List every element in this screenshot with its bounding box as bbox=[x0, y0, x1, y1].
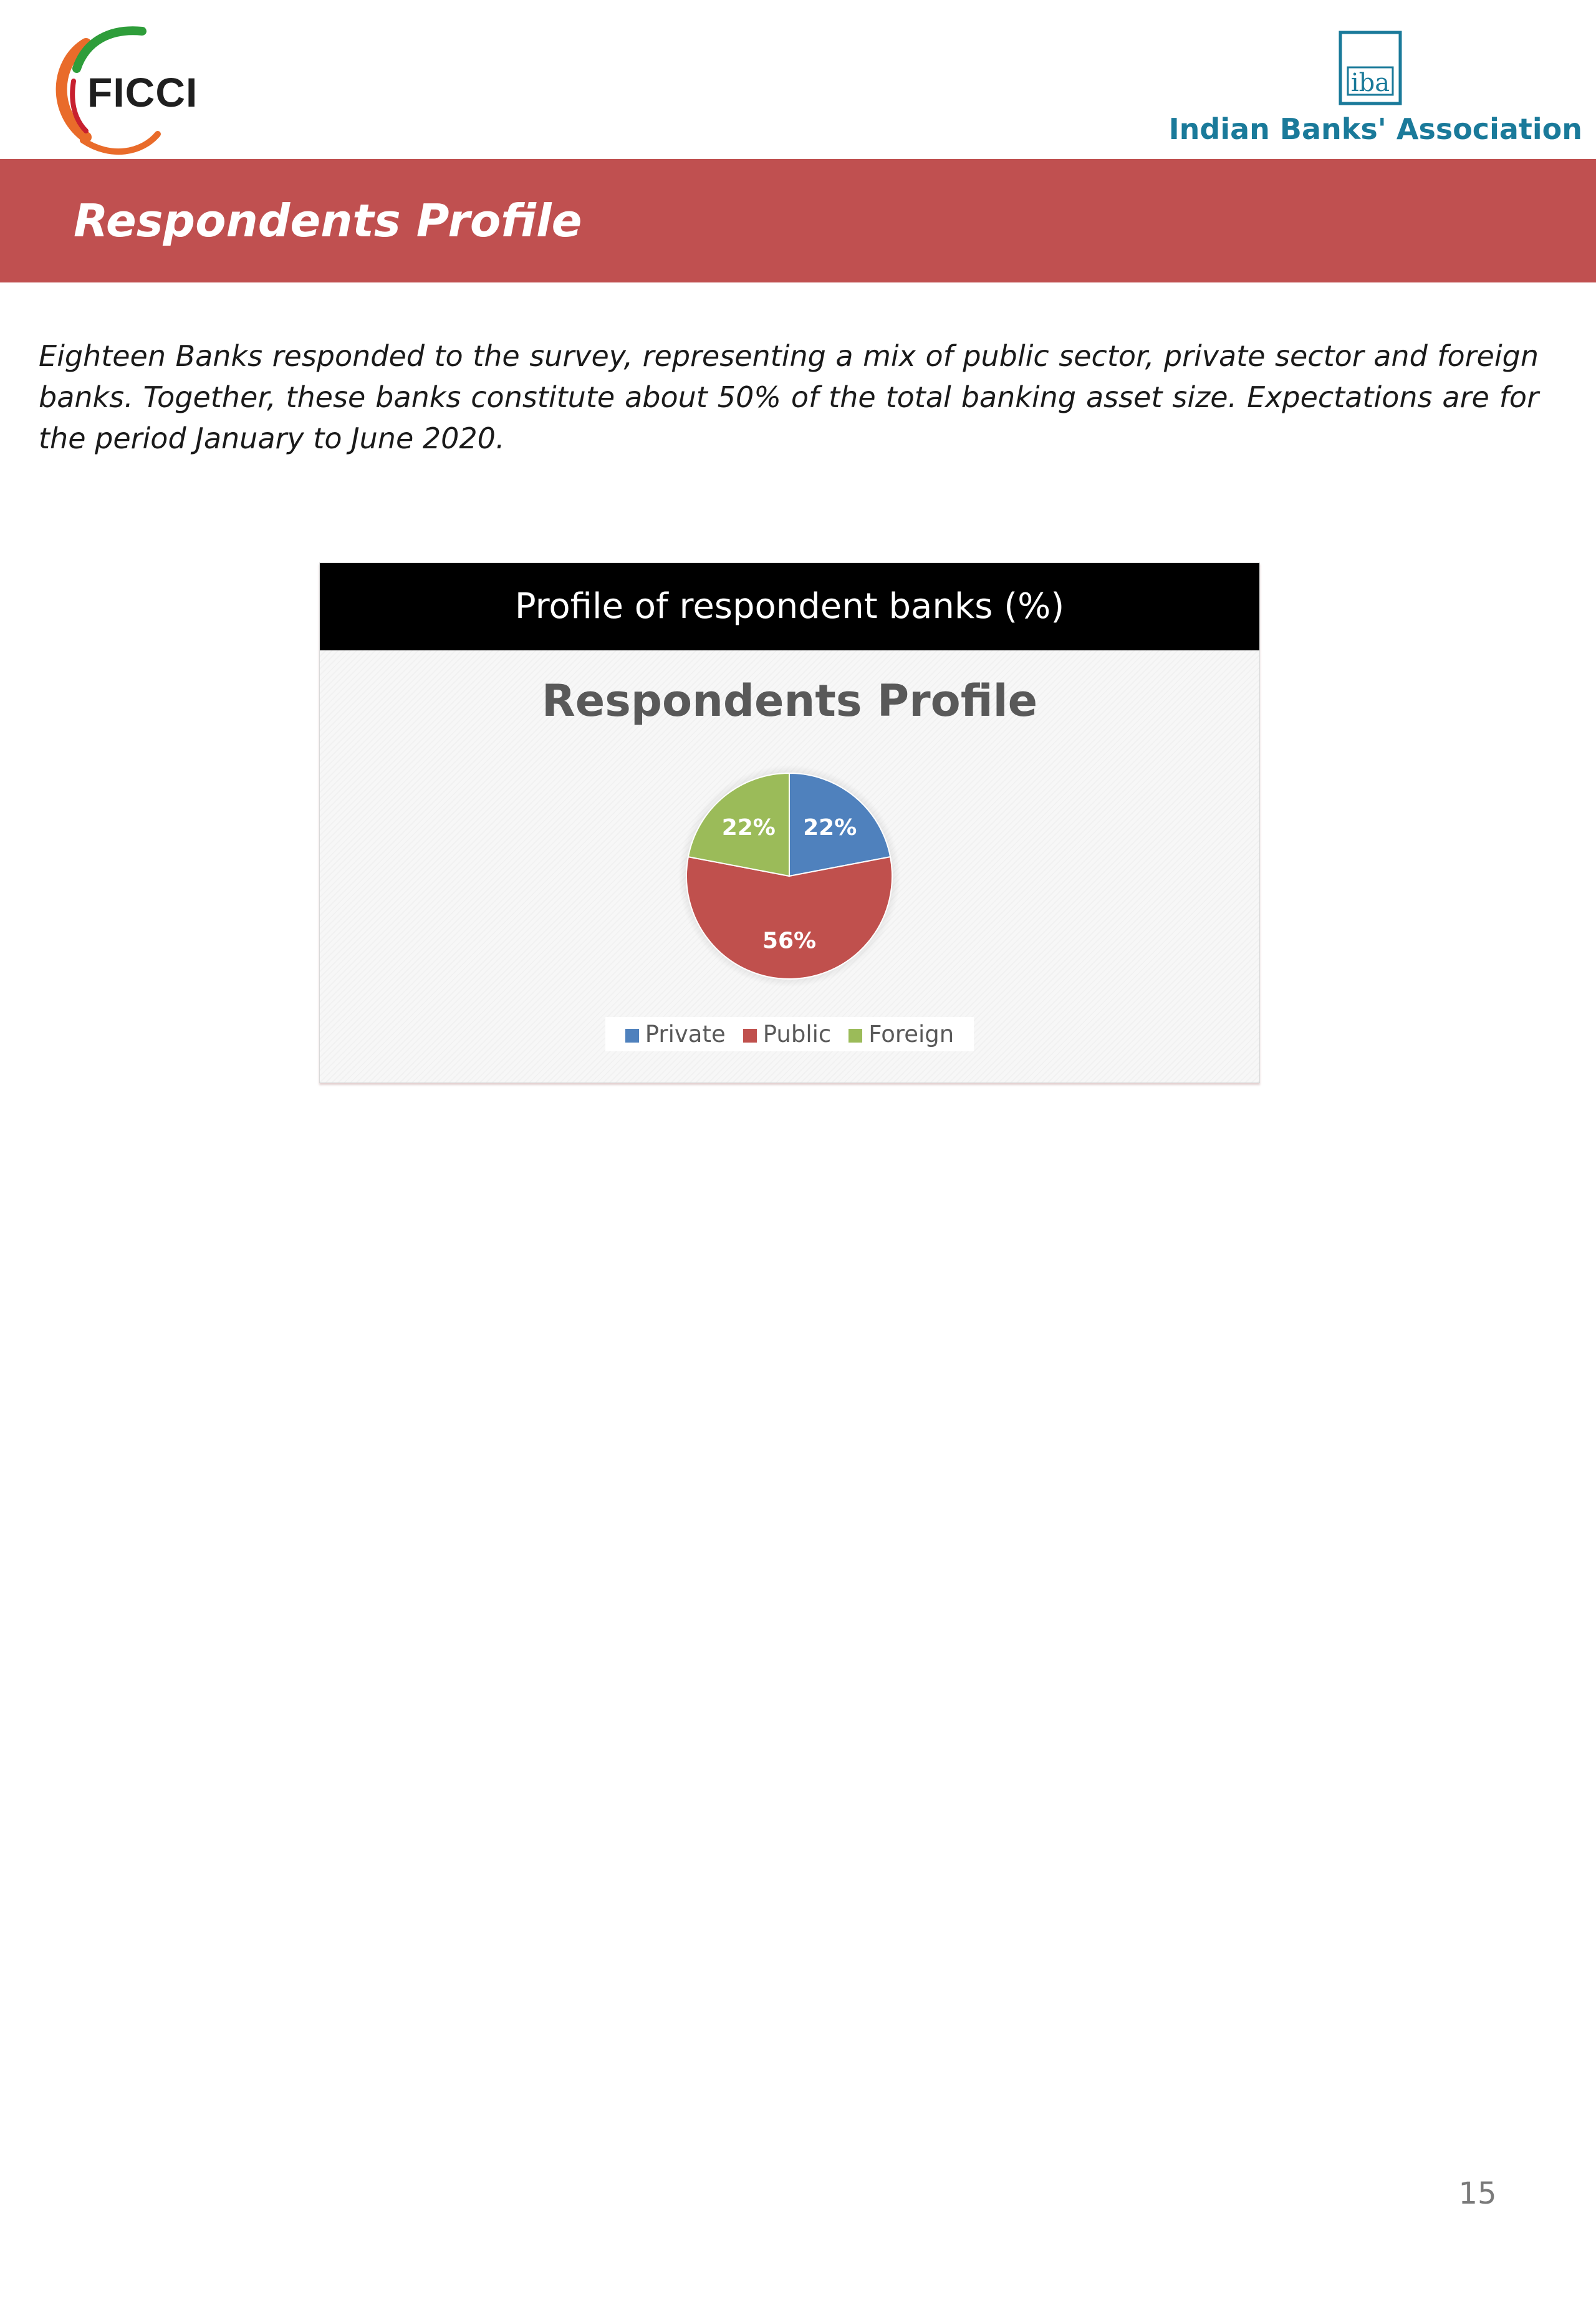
legend-swatch-foreign bbox=[848, 1029, 862, 1043]
legend-label-private: Private bbox=[645, 1021, 726, 1048]
chart-title: Respondents Profile bbox=[541, 675, 1038, 726]
iba-name: Indian Banks' Association bbox=[1168, 112, 1582, 146]
intro-paragraph: Eighteen Banks responded to the survey, representing a mix of public sector, private sector and foreign banks. Together, these banks constitute about 50% of the total banking asset size. Expectations are for the period January to June 2020. bbox=[39, 339, 1539, 455]
legend-swatch-public bbox=[743, 1029, 757, 1043]
figure-caption: Profile of respondent banks (%) bbox=[320, 563, 1259, 650]
legend-swatch-private bbox=[625, 1029, 639, 1043]
pie-label-private: 22% bbox=[803, 815, 857, 841]
legend-label-foreign: Foreign bbox=[868, 1021, 954, 1048]
section-title: Respondents Profile bbox=[74, 195, 582, 247]
legend-item-public bbox=[743, 1021, 832, 1048]
pie-label-foreign: 22% bbox=[721, 815, 776, 841]
pie-chart bbox=[320, 563, 1259, 1082]
iba-emblem-text: iba bbox=[1350, 69, 1390, 97]
chart-legend bbox=[320, 1017, 1259, 1051]
page-number: 15 bbox=[1458, 2176, 1497, 2211]
ficci-logo-text: FICCI bbox=[87, 69, 198, 115]
legend-item-private bbox=[625, 1021, 726, 1048]
iba-emblem bbox=[1338, 30, 1403, 106]
pie-label-public: 56% bbox=[762, 928, 817, 954]
legend-label-public: Public bbox=[762, 1021, 832, 1048]
legend-item-foreign bbox=[848, 1021, 954, 1048]
chart-figure bbox=[319, 562, 1260, 1083]
section-banner bbox=[0, 159, 1596, 282]
